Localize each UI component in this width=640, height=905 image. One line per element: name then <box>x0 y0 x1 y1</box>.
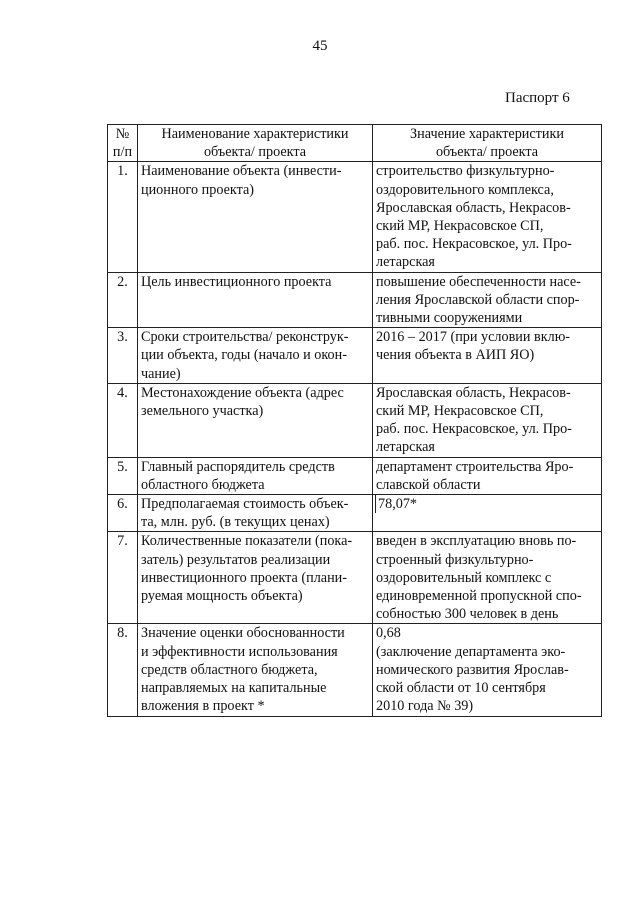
name-line: затель) результатов реализации <box>141 551 331 568</box>
value-line: повышение обеспеченности насе- <box>376 273 581 290</box>
value-line: 2010 года № 39) <box>376 698 474 715</box>
characteristic-name <box>138 328 373 384</box>
characteristic-value <box>373 328 602 384</box>
name-line: ционного проекта) <box>141 181 255 198</box>
name-line: ции объекта, годы (начало и окон- <box>141 347 347 364</box>
characteristic-value <box>373 532 602 624</box>
header-name <box>138 125 373 162</box>
characteristic-name <box>138 532 373 624</box>
name-line: Сроки строительства/ реконструк- <box>141 329 349 346</box>
characteristic-value <box>373 272 602 328</box>
value-line: 2016 – 2017 (при условии вклю- <box>376 329 571 346</box>
row-number: 3. <box>108 328 138 384</box>
name-line: земельного участка) <box>141 403 264 420</box>
header-value-line: Значение характеристики <box>410 126 564 142</box>
value-line: ления Ярославской области спор- <box>376 291 580 308</box>
value-line: Ярославская область, Некрасов- <box>376 199 571 216</box>
table-row <box>108 162 602 272</box>
characteristic-value <box>373 162 602 272</box>
name-line: чание) <box>141 365 181 382</box>
value-line: оздоровительный комплекс с <box>376 569 552 586</box>
characteristic-name <box>138 383 373 457</box>
name-line: инвестиционного проекта (плани- <box>141 569 347 586</box>
name-line: областного бюджета <box>141 476 265 493</box>
characteristic-name <box>138 162 373 272</box>
table-row <box>108 272 602 328</box>
row-number: 6. <box>108 495 138 532</box>
passport-table <box>107 124 602 717</box>
value-line: ский МР, Некрасовское СП, <box>376 403 544 420</box>
value-line: раб. пос. Некрасовское, ул. Про- <box>376 236 572 253</box>
name-line: Наименование объекта (инвести- <box>141 163 342 180</box>
value-line: чения объекта в АИП ЯО) <box>376 347 535 364</box>
row-number: 8. <box>108 624 138 716</box>
header-num-line: п/п <box>112 144 133 161</box>
characteristic-name <box>138 624 373 716</box>
value-line: оздоровительного комплекса, <box>376 181 554 198</box>
name-line: Цель инвестиционного проекта <box>141 273 332 290</box>
characteristic-name <box>138 272 373 328</box>
name-line: Главный распорядитель средств <box>141 458 335 475</box>
name-line: вложения в проект * <box>141 698 265 715</box>
passport-label: Паспорт 6 <box>505 90 570 106</box>
name-line: Значение оценки обоснованности <box>141 625 345 642</box>
characteristic-name <box>138 457 373 494</box>
name-line: руемая мощность объекта) <box>141 588 303 605</box>
table-row <box>108 495 602 532</box>
value-line: собностью 300 человек в день <box>376 606 559 623</box>
name-line: средств областного бюджета, <box>141 661 318 678</box>
name-line: та, млн. руб. (в текущих ценах) <box>141 514 330 531</box>
value-line: департамент строительства Яро- <box>376 458 574 475</box>
name-line: направляемых на капитальные <box>141 680 327 697</box>
header-num <box>108 125 138 162</box>
value-line: летарская <box>376 439 435 456</box>
name-line: Предполагаемая стоимость объек- <box>141 496 349 513</box>
table-row <box>108 328 602 384</box>
header-num-line: № <box>115 126 130 142</box>
value-line: ский МР, Некрасовское СП, <box>376 218 544 235</box>
value-line: (заключение департамента эко- <box>376 643 566 660</box>
characteristic-value <box>373 495 602 532</box>
value-line: номического развития Ярослав- <box>376 661 569 678</box>
characteristic-name <box>138 495 373 532</box>
name-line: и эффективности использования <box>141 643 338 660</box>
characteristic-value <box>373 624 602 716</box>
value-line: раб. пос. Некрасовское, ул. Про- <box>376 421 572 438</box>
name-line: Количественные показатели (пока- <box>141 533 353 550</box>
header-value-line: объекта/ проекта <box>435 144 539 161</box>
characteristic-value <box>373 383 602 457</box>
table-row <box>108 624 602 716</box>
page-number: 45 <box>312 38 328 54</box>
characteristic-value <box>373 457 602 494</box>
value-line: строенный физкультурно- <box>376 551 534 568</box>
row-number: 7. <box>108 532 138 624</box>
header-name-line: Наименование характеристики <box>161 126 349 142</box>
row-number: 5. <box>108 457 138 494</box>
table-row <box>108 457 602 494</box>
row-number: 1. <box>108 162 138 272</box>
header-name-line: объекта/ проекта <box>203 144 307 161</box>
table-row <box>108 383 602 457</box>
value-line: единовременной пропускной спо- <box>376 588 582 605</box>
value-line: тивными сооружениями <box>376 310 523 327</box>
header-value <box>373 125 602 162</box>
row-number: 4. <box>108 383 138 457</box>
value-line: Ярославская область, Некрасов- <box>376 384 571 401</box>
table-row <box>108 532 602 624</box>
value-line: 0,68 <box>376 625 401 642</box>
row-number: 2. <box>108 272 138 328</box>
value-line: строительство физкультурно- <box>376 163 555 180</box>
name-line: Местонахождение объекта (адрес <box>141 384 344 401</box>
value-line: ской области от 10 сентября <box>376 680 546 697</box>
value-line: летарская <box>376 254 435 271</box>
value-line: славской области <box>376 476 481 493</box>
value-line: введен в эксплуатацию вновь по- <box>376 533 577 550</box>
header-row <box>108 125 602 162</box>
value-line: 78,07* <box>375 495 598 513</box>
